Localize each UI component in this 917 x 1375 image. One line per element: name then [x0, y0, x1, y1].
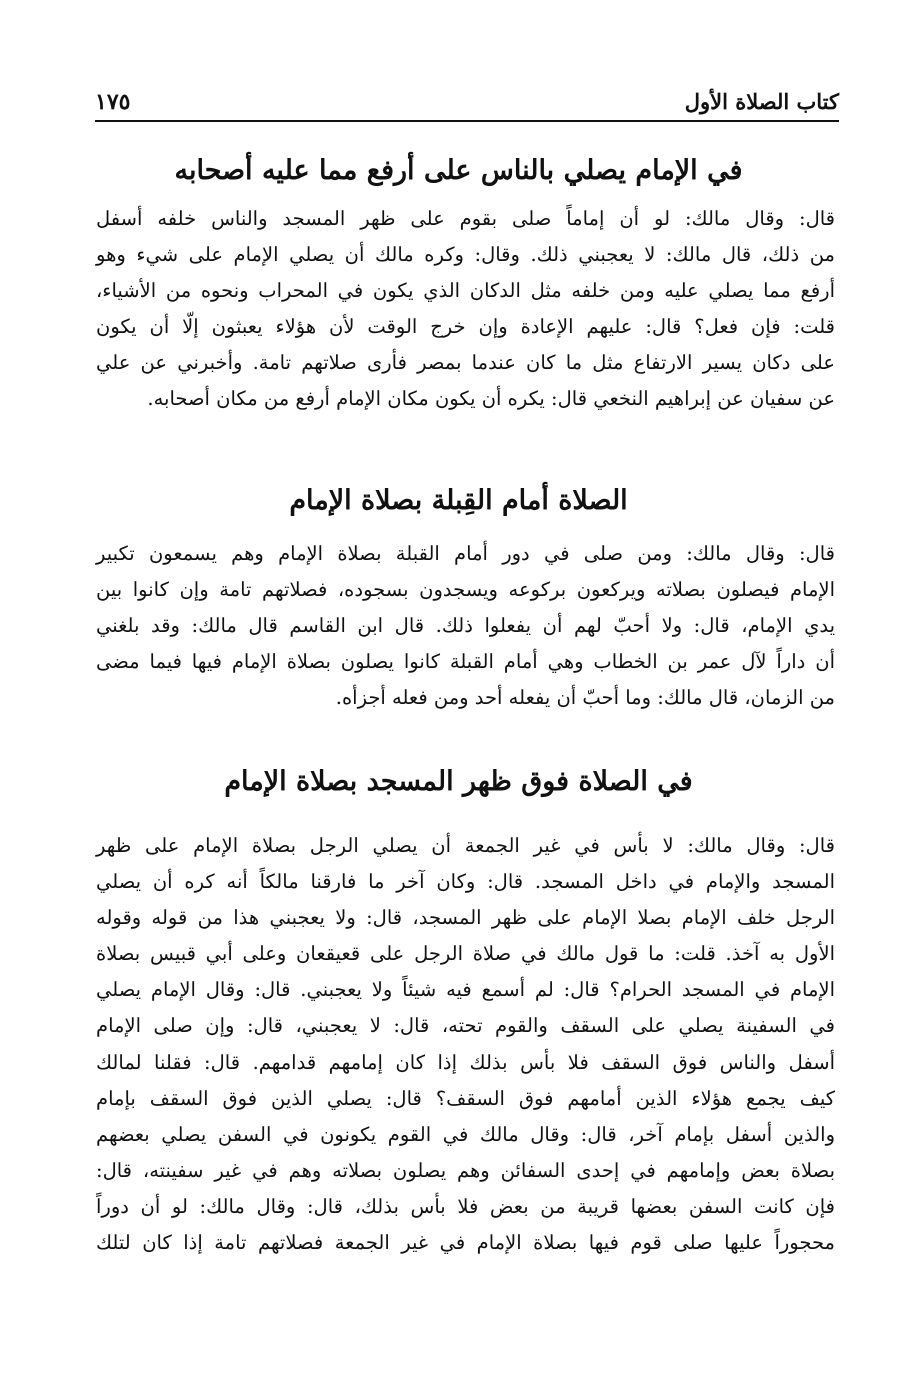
text-line: محجوراً عليها صلى قوم فيها بصلاة الإمام في غير الجمعة فصلاتهم تامة إذا كان لتلك	[96, 1231, 835, 1255]
book-title: كتاب الصلاة الأول	[684, 89, 839, 114]
text-line: قلت: فإن فعل؟ قال: عليهم الإعادة وإن خرج الوقت لأن هؤلاء يعبثون إلّا أن يكون	[96, 315, 835, 339]
text-line: المسجد والإمام في داخل المسجد. قال: وكان آخر ما فارقنا مالكاً أنه كره أن يصلي	[96, 870, 835, 894]
running-header	[95, 86, 839, 122]
text-line: الإمام فيصلون بصلاته ويركعون بركوعه ويسجدون بسجوده، فصلاتهم تامة وإن كانوا بين	[96, 578, 835, 602]
text-line: بصلاة بعض وإمامهم في إحدى السفائن وهم يصلون بصلاته وهم في غير سفينته، قال:	[96, 1158, 835, 1182]
text-line: أرفع مما يصلي عليه ومن خلفه مثل الدكان الذي يكون في المحراب ونحوه من الأشياء،	[96, 279, 835, 303]
text-line: أسفل والناس فوق السقف فلا بأس بذلك إذا كان إمامهم قدامهم. قال: فقلنا لمالك	[96, 1050, 835, 1074]
text-line: قال: وقال مالك: لا بأس في غير الجمعة أن يصلي الرجل بصلاة الإمام على ظهر	[96, 834, 835, 857]
text-line: في السفينة يصلي على السقف والقوم تحته، قال: لا يعجبني، قال: وإن صلى الإمام	[96, 1014, 835, 1038]
section-paragraph	[96, 828, 835, 1261]
text-line: الأول به آخذ. قلت: ما قول مالك في صلاة الرجل على قعيقعان وعلى أبي قبيس بصلاة	[96, 942, 835, 966]
text-line: على دكان يسير الارتفاع مثل ما كان عندما بمصر فأرى صلاتهم تامة. وأخبرني عن علي	[96, 351, 835, 375]
text-line: يدي الإمام، قال: ولا أحبّ لهم أن يفعلوا ذلك. قال ابن القاسم قال مالك: وقد بلغني	[96, 614, 835, 638]
text-line: والذين أسفل بإمام آخر، قال: وقال مالك في القوم يكونون في السفن يصلي بعضهم	[96, 1122, 835, 1146]
section-paragraph	[96, 536, 835, 716]
section-heading: الصلاة أمام القِبلة بصلاة الإمام	[289, 485, 628, 516]
text-line: أن داراً لآل عمر بن الخطاب وهي أمام القبلة كانوا يصلون بصلاة الإمام فيها فيما مضى	[96, 650, 835, 674]
text-line: فإن كانت السفن بعضها قريبة من بعض فلا بأس بذلك، قال: وقال مالك: لو أن دوراً	[96, 1194, 835, 1218]
text-line: قال: وقال مالك: لو أن إماماً صلى بقوم على ظهر المسجد والناس خلفه أسفل	[96, 207, 835, 230]
text-line: من ذلك، قال مالك: لا يعجبني ذلك. وقال: وكره مالك أن يصلي الإمام على شيء وهو	[96, 243, 835, 267]
page-number: ١٧٥	[95, 89, 131, 115]
text-line: الرجل خلف الإمام بصلا الإمام على ظهر المسجد، قال: ولا يعجبني هذا من قوله وقوله	[96, 906, 835, 930]
text-line: قال: وقال مالك: ومن صلى في دور أمام القبلة بصلاة الإمام وهم يسمعون تكبير	[96, 542, 835, 565]
section-paragraph	[96, 201, 835, 418]
text-line: من الزمان، قال مالك: وما أحبّ أن يفعله أحد ومن فعله أجزأه.	[335, 686, 835, 710]
section-heading: في الصلاة فوق ظهر المسجد بصلاة الإمام	[224, 766, 693, 797]
text-line: عن سفيان عن إبراهيم النخعي قال: يكره أن يكون مكان الإمام أرفع من مكان أصحابه.	[147, 387, 835, 411]
text-line: كيف يجمع هؤلاء الذين أمامهم فوق السقف؟ قال: يصلي الذين فوق السقف بإمام	[96, 1086, 835, 1110]
section-heading: في الإمام يصلي بالناس على أرفع مما عليه أصحابه	[174, 155, 743, 186]
text-line: الإمام في المسجد الحرام؟ قال: لم أسمع فيه شيئاً ولا يعجبني. قال: وقال الإمام يصلي	[96, 978, 835, 1002]
